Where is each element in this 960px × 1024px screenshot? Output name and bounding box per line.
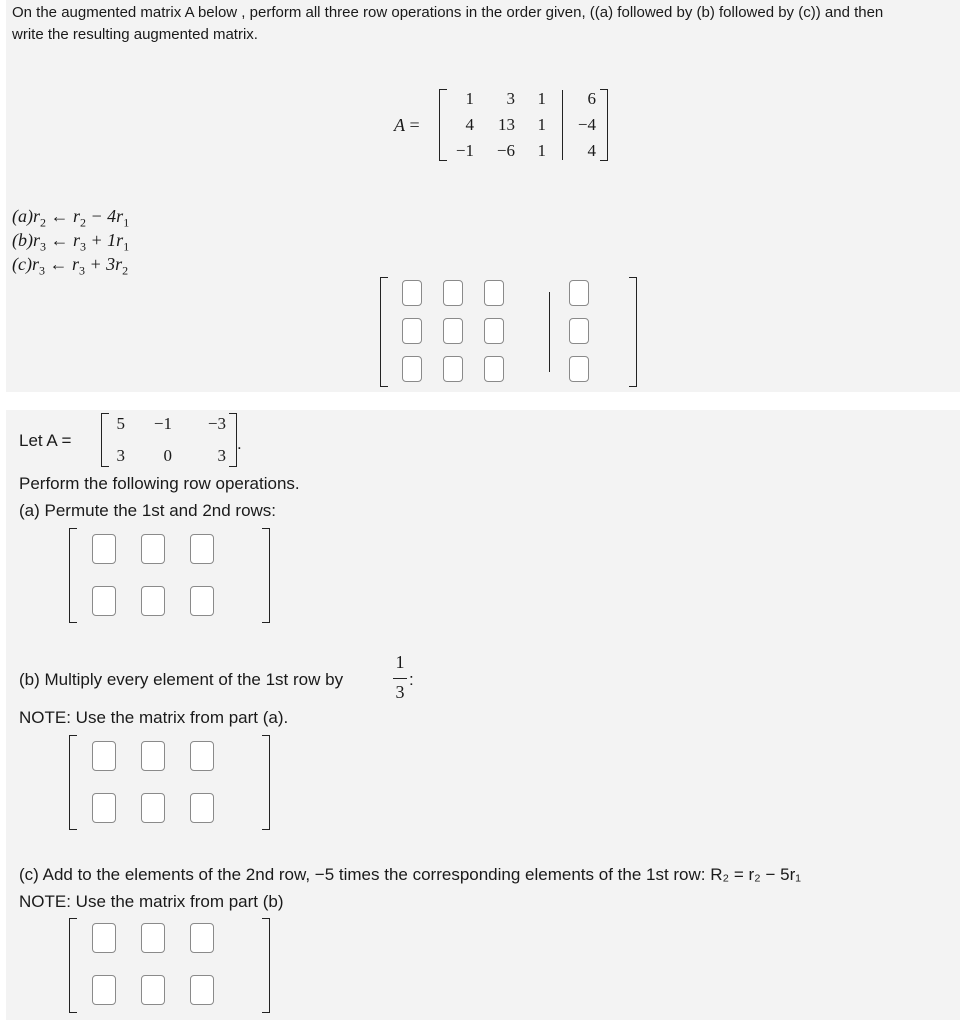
matrix-a-cell: 3 xyxy=(506,89,515,108)
problem-2-panel xyxy=(6,410,960,1020)
matrix-a-cell: −4 xyxy=(577,115,596,134)
part-c-cell-input[interactable] xyxy=(190,923,214,953)
matrix-a-cell: 4 xyxy=(465,115,474,134)
matrix-2-cell: 3 xyxy=(116,446,125,465)
matrix-a-cell: 4 xyxy=(587,141,596,160)
part-a-cell-input[interactable] xyxy=(141,534,165,564)
answer-cell-input[interactable] xyxy=(443,356,463,382)
part-b-cell-input[interactable] xyxy=(190,793,214,823)
matrix-a-right-bracket xyxy=(600,89,608,161)
part-b-cell-input[interactable] xyxy=(141,741,165,771)
matrix-2-cell: −3 xyxy=(207,414,226,433)
matrix-a-cell: 13 xyxy=(498,115,515,134)
matrix-a-cell: −6 xyxy=(496,141,515,160)
answer-cell-input[interactable] xyxy=(402,356,422,382)
part-a-text: (a) Permute the 1st and 2nd rows: xyxy=(19,501,277,520)
part-c-left-bracket xyxy=(69,918,77,1013)
part-a-cell-input[interactable] xyxy=(190,534,214,564)
answer-cell-input[interactable] xyxy=(484,356,504,382)
part-c-text: (c) Add to the elements of the 2nd row, −5 times the corresponding elements of the 1st row: R₂ = r₂ − 5r₁ xyxy=(19,865,801,884)
part-c-cell-input[interactable] xyxy=(141,975,165,1005)
matrix-a-cell: 6 xyxy=(587,89,596,108)
answer-cell-input[interactable] xyxy=(484,280,504,306)
matrix-2-right-bracket xyxy=(229,413,237,467)
part-b-cell-input[interactable] xyxy=(141,793,165,823)
part-c-cell-input[interactable] xyxy=(92,975,116,1005)
matrix-2-cell: 0 xyxy=(163,446,172,465)
part-a-left-bracket xyxy=(69,528,77,623)
answer-cell-input[interactable] xyxy=(402,280,422,306)
answer-cell-input[interactable] xyxy=(569,318,589,344)
answer-cell-input[interactable] xyxy=(443,280,463,306)
fraction-bar xyxy=(393,678,407,679)
part-b-colon: : xyxy=(409,670,414,689)
part-b-text: (b) Multiply every element of the 1st row by xyxy=(19,670,344,689)
part-c-cell-input[interactable] xyxy=(141,923,165,953)
row-operation-c: $(c)r_3$ ← $r_3 + 3r_2$ xyxy=(12,254,129,278)
part-a-cell-input[interactable] xyxy=(190,586,214,616)
augment-divider xyxy=(562,90,563,160)
problem-1-panel xyxy=(6,0,960,392)
answer-cell-input[interactable] xyxy=(443,318,463,344)
answer-augment-divider xyxy=(549,292,550,372)
part-c-cell-input[interactable] xyxy=(92,923,116,953)
matrix-a-cell: −1 xyxy=(455,141,474,160)
matrix-a-label: A = xyxy=(394,115,420,135)
part-a-cell-input[interactable] xyxy=(92,586,116,616)
row-operation-a: $(a)r_2$ ← $r_2 - 4r_1$ xyxy=(12,206,130,230)
part-a-cell-input[interactable] xyxy=(92,534,116,564)
part-b-cell-input[interactable] xyxy=(190,741,214,771)
fraction-numerator: 1 xyxy=(395,652,405,672)
part-b-cell-input[interactable] xyxy=(92,793,116,823)
part-b-right-bracket xyxy=(262,735,270,830)
matrix-2-cell: 3 xyxy=(217,446,226,465)
fraction-denominator: 3 xyxy=(395,682,405,702)
part-c-cell-input[interactable] xyxy=(190,975,214,1005)
part-a-right-bracket xyxy=(262,528,270,623)
instruction-text: Perform the following row operations. xyxy=(19,474,300,493)
part-b-cell-input[interactable] xyxy=(92,741,116,771)
prompt-line-1: On the augmented matrix A below , perform all three row operations in the order given, ((a) followed by (b) followed by (c)) and then xyxy=(12,4,884,21)
matrix-2-cell: −1 xyxy=(153,414,172,433)
answer-cell-input[interactable] xyxy=(484,318,504,344)
matrix-2-period: . xyxy=(237,434,242,453)
matrix-a-cell: 1 xyxy=(537,89,546,108)
matrix-a-cell: 1 xyxy=(537,141,546,160)
answer-cell-input[interactable] xyxy=(402,318,422,344)
part-b-note: NOTE: Use the matrix from part (a). xyxy=(19,708,289,727)
row-operation-b: $(b)r_3$ ← $r_3 + 1r_1$ xyxy=(12,230,130,254)
matrix-a-cell: 1 xyxy=(465,89,474,108)
prompt-line-2: write the resulting augmented matrix. xyxy=(12,26,258,43)
part-a-cell-input[interactable] xyxy=(141,586,165,616)
matrix-2-cell: 5 xyxy=(116,414,125,433)
answer-cell-input[interactable] xyxy=(569,280,589,306)
let-a-label: Let A = xyxy=(19,431,72,450)
answer-matrix-left-bracket xyxy=(380,277,388,387)
part-b-left-bracket xyxy=(69,735,77,830)
answer-matrix-right-bracket xyxy=(629,277,637,387)
answer-cell-input[interactable] xyxy=(569,356,589,382)
part-c-note: NOTE: Use the matrix from part (b) xyxy=(19,892,284,911)
matrix-a-cell: 1 xyxy=(537,115,546,134)
part-c-right-bracket xyxy=(262,918,270,1013)
